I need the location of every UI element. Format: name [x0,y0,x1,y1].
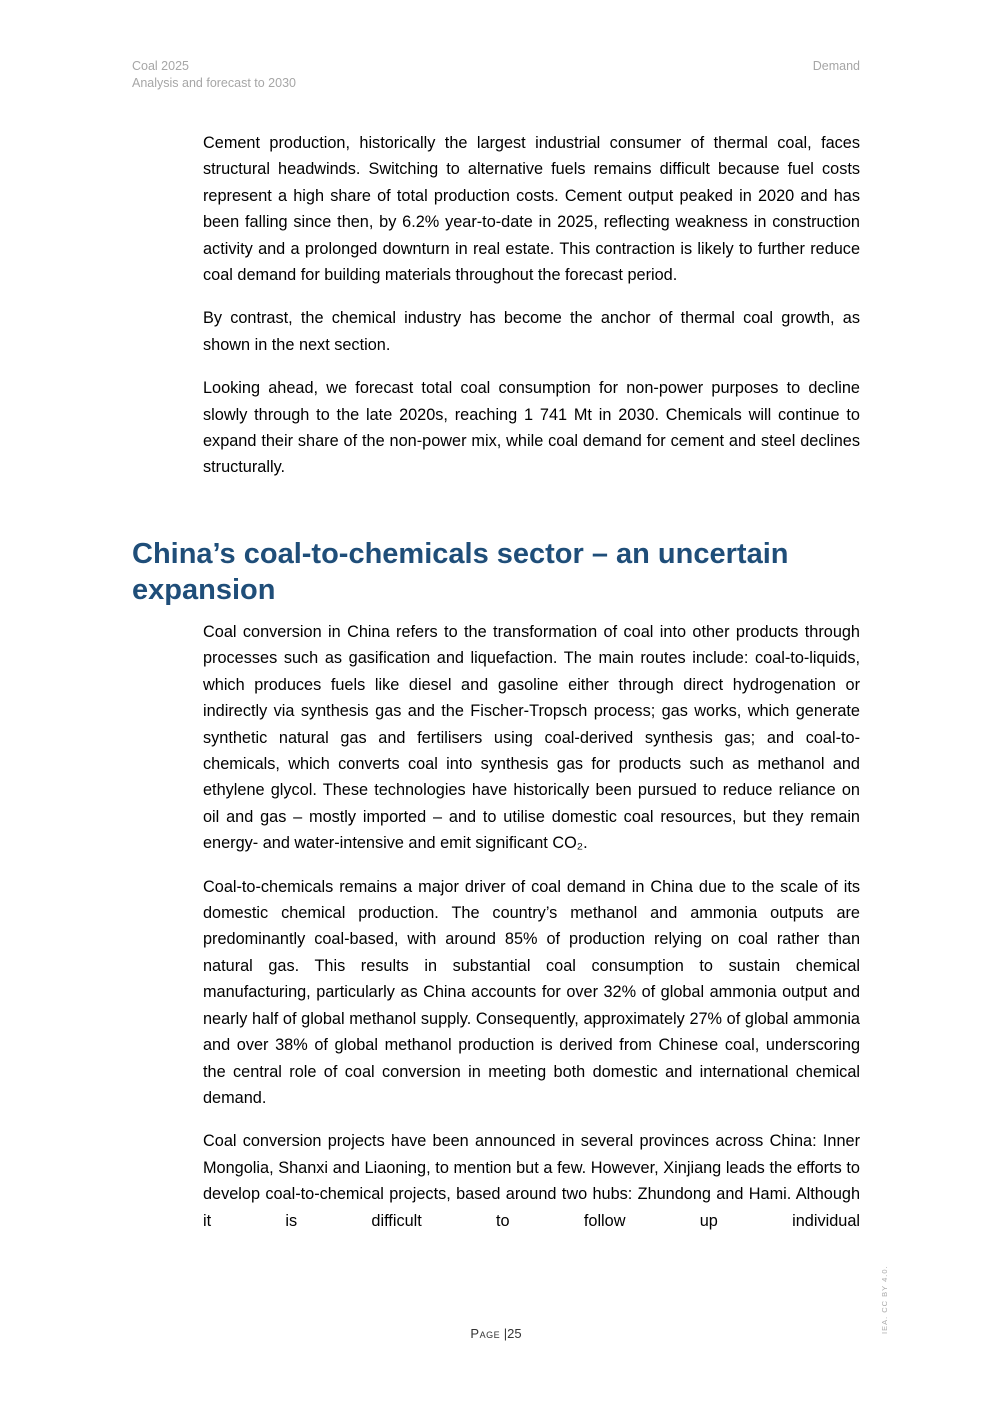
page-footer [0,1326,992,1341]
page-separator: | [503,1326,508,1341]
report-subtitle: Analysis and forecast to 2030 [132,76,296,90]
page-number: 25 [507,1326,522,1341]
paragraph: By contrast, the chemical industry has become the anchor of thermal coal growth, as shown in the next section. [203,309,860,354]
report-title: Coal 2025 [132,59,189,73]
page-label: Page [470,1326,501,1341]
paragraph: Coal-to-chemicals remains a major driver of coal demand in China due to the scale of its domestic chemical production. The country’s methanol and ammonia outputs are predominantly coal-based, with around 85% of production relying on coal rather than natural gas. This results in substantial coal consumption to sustain chemical manufacturing, particularly as China accounts for over 32% of global ammonia output and nearly half of global methanol supply. Consequently, approximately 27% of global ammonia and over 38% of global methanol production is derived from Chinese coal, underscoring the central role of coal conversion in meeting both domestic and international chemical demand. [203,877,860,1107]
section-heading: China’s coal-to-chemicals sector – an uncertain expansion [132,538,789,606]
license-note: IEA. CC BY 4.0. [880,1265,889,1334]
paragraph: Cement production, historically the largest industrial consumer of thermal coal, faces structural headwinds. Switching to alternative fuels remains difficult because fuel costs represent a high share of total production costs. Cement output peaked in 2020 and has been falling since then, by 6.2% year-to-date in 2025, reflecting weakness in construction activity and a prolonged downturn in real estate. This contraction is likely to further reduce coal demand for building materials throughout the forecast period. [203,134,860,285]
paragraph: Coal conversion projects have been announced in several provinces across China: Inner Mongolia, Shanxi and Liaoning, to mention but a few. However, Xinjiang leads the efforts to develop coal-to-chemical projects, based around two hubs: Zhundong and Hami. Although it is difficult to follow up individual [203,1132,860,1230]
section-text [203,619,860,1251]
paragraph: Looking ahead, we forecast total coal consumption for non-power purposes to decline slowly through to the late 2020s, reaching 1 741 Mt in 2030. Chemicals will continue to expand their share of the non-power mix, while coal demand for cement and steel declines structurally. [203,379,860,477]
paragraph: Coal conversion in China refers to the transformation of coal into other products through processes such as gasification and liquefaction. The main routes include: coal-to-liquids, which produces fuels like diesel and gasoline either through direct hydrogenation or indirectly via synthesis gas and the Fischer-Tropsch process; gas works, which generate synthetic natural gas and fertilisers using coal-derived synthesis gas; and coal-to-chemicals, which converts coal into synthesis gas for products such as methanol and ethylene glycol. These technologies have historically been pursued to reduce reliance on oil and gas – mostly imported – and to utilise domestic coal resources, but they remain energy- and water-intensive and emit significant CO₂. [203,623,860,853]
intro-text [203,130,860,498]
running-header-left [132,58,296,92]
running-header-section: Demand [812,59,860,73]
